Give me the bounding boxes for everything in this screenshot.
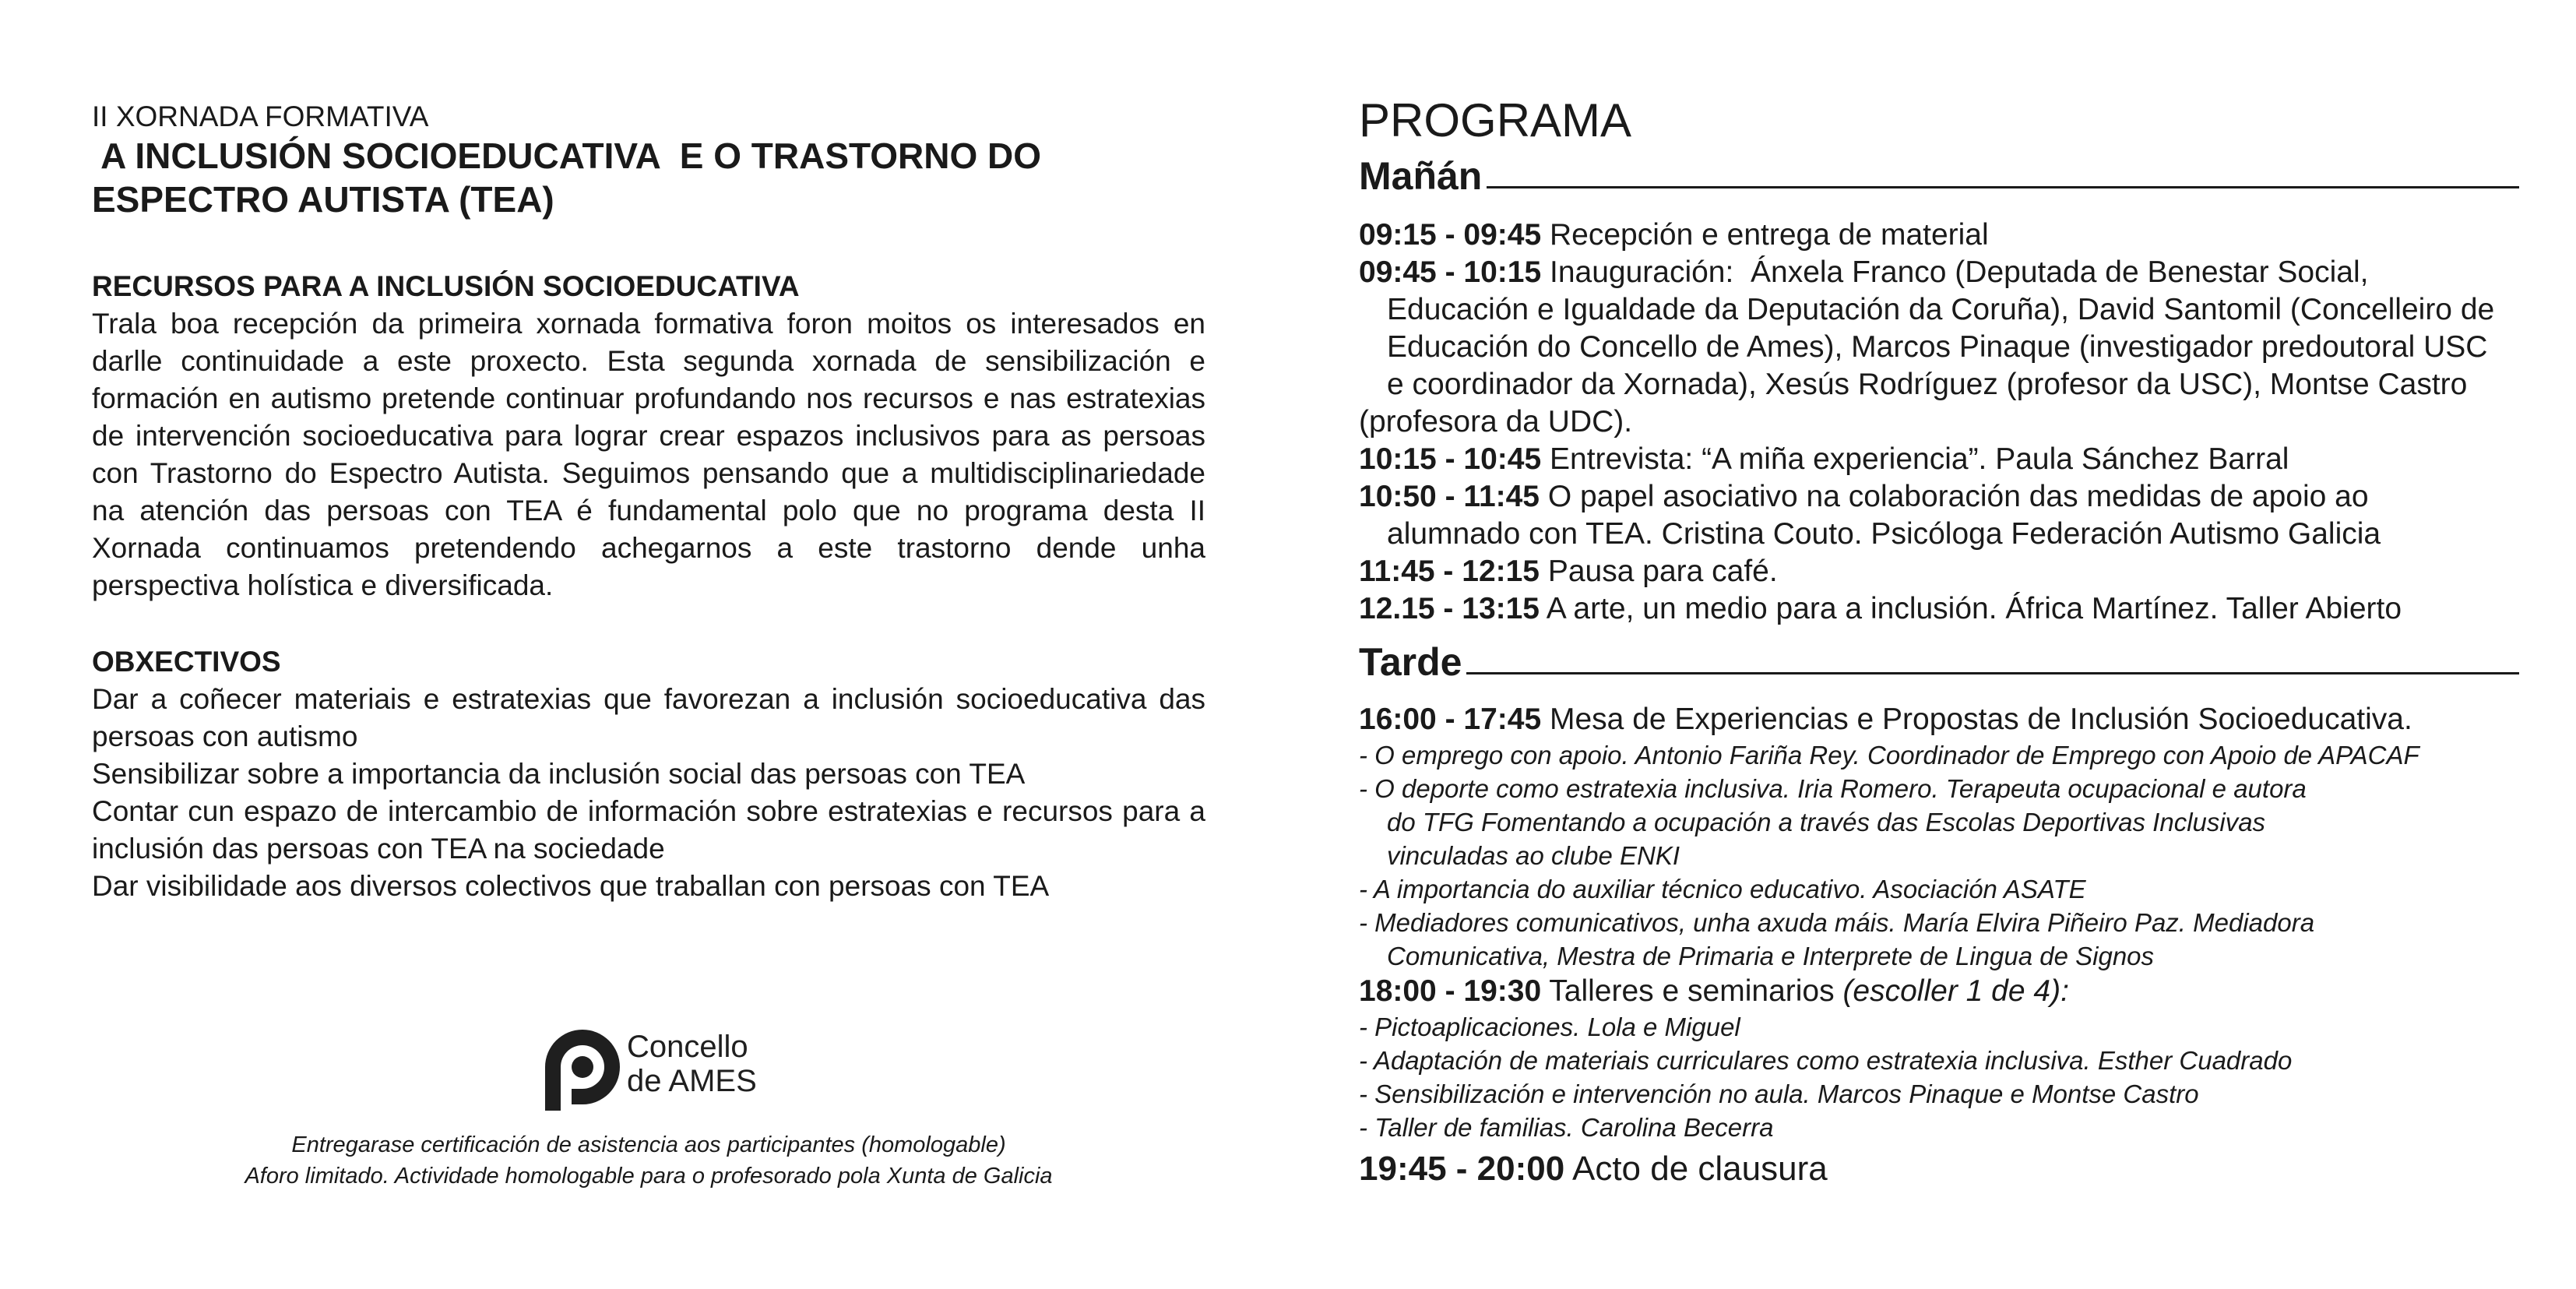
schedule-item	[1359, 590, 2519, 628]
schedule-text: Mesa de Experiencias e Propostas de Inclusión Socioeducativa.	[1541, 703, 2412, 736]
session-subitem: - Adaptación de materiais curriculares como estratexia inclusiva. Esther Cuadrado	[1359, 1046, 2293, 1075]
session-subitem: - Pictoaplicaciones. Lola e Miguel	[1359, 1013, 1740, 1041]
logo-text	[627, 1030, 757, 1098]
session-subitem: - O emprego con apoio. Antonio Fariña Rey. Coordinador de Emprego con Apoio de APACAF	[1359, 741, 2419, 770]
session-subitem: - A importancia do auxiliar técnico educativo. Asociación ASATE	[1359, 875, 2086, 903]
schedule-time: 10:15 - 10:45	[1359, 442, 1542, 476]
schedule-text: Entrevista: “A miña experiencia”. Paula Sánchez Barral	[1541, 442, 2289, 476]
footnote-certification: Entregarase certificación de asistencia aos participantes (homologable)	[291, 1132, 1006, 1157]
logo-line2: de AMES	[627, 1064, 757, 1098]
schedule-continuation: Educación e Igualdade da Deputación da Coruña), David Santomil (Concelleiro de	[1387, 293, 2495, 326]
afternoon-label: Tarde	[1359, 640, 1462, 684]
schedule-time: 18:00 - 19:30	[1359, 974, 1542, 1008]
schedule-text: A arte, un medio para a inclusión. África Martínez. Taller Abierto	[1540, 592, 2402, 625]
schedule-item	[1359, 217, 2519, 254]
event-title-line2: ESPECTRO AUTISTA (TEA)	[92, 179, 554, 220]
schedule-text: Pausa para café.	[1540, 555, 1778, 588]
schedule-note: (escoller 1 de 4):	[1842, 974, 2069, 1008]
schedule-text: O papel asociativo na colaboración das medidas de apoio ao	[1540, 480, 2369, 513]
session-subitem-continuation: Comunicativa, Mestra de Primaria e Interprete de Lingua de Signos	[1387, 942, 2155, 970]
schedule-time: 19:45 - 20:00	[1359, 1150, 1565, 1188]
session-subitem: - Taller de familias. Carolina Becerra	[1359, 1113, 1774, 1142]
schedule-item	[1359, 701, 2519, 738]
session-subitem-continuation: vinculadas ao clube ENKI	[1387, 841, 1680, 870]
schedule-item	[1359, 441, 2519, 478]
event-title	[92, 134, 1104, 221]
schedule-text: Recepción e entrega de material	[1541, 218, 1989, 252]
recursos-text: Trala boa recepción da primeira xornada formativa foron moitos os interesados en darlle continuidade a este proxecto. Esta segunda xornada de sensibilización e formación en autismo pretende continuar profundando nos recursos e nas estratexias de intervención socioeducativa para lograr crear espazos inclusivos para as persoas con Trastorno do Espectro Autista. Seguimos pensando que a multidisciplinariedade na atención das persoas con TEA é fundamental polo que no programa desta II Xornada continuamos pretendendo achegarnos a este trastorno dende unha perspectiva holística e diversificada.	[92, 308, 1205, 601]
objective-item: Sensibilizar sobre a importancia da inclusión social das persoas con TEA	[92, 758, 1026, 790]
schedule-time: 09:45 - 10:15	[1359, 255, 1542, 289]
schedule-item-closing	[1359, 1147, 2519, 1191]
schedule-text: Acto de clausura	[1564, 1150, 1828, 1188]
schedule-item	[1359, 254, 2519, 291]
intro-column	[92, 101, 1205, 905]
recursos-heading: RECURSOS PARA A INCLUSIÓN SOCIOEDUCATIVA	[92, 270, 800, 302]
schedule-time: 11:45 - 12:15	[1359, 555, 1540, 588]
schedule-item	[1359, 553, 2519, 590]
session-subitem: - O deporte como estratexia inclusiva. Iria Romero. Terapeuta ocupacional e autora	[1359, 774, 2307, 803]
schedule-continuation: Educación do Concello de Ames), Marcos Pinaque (investigador predoutoral USC	[1387, 330, 2488, 364]
objective-item: Dar visibilidade aos diversos colectivos que traballan con persoas con TEA	[92, 870, 1050, 902]
morning-band	[1359, 153, 2519, 199]
divider	[1466, 672, 2519, 674]
schedule-item	[1359, 973, 2519, 1010]
program-column	[1359, 93, 2519, 1191]
schedule-text: Inauguración: Ánxela Franco (Deputada de Benestar Social,	[1541, 255, 2369, 289]
event-kicker: II XORNADA FORMATIVA	[92, 100, 429, 132]
program-title: PROGRAMA	[1359, 94, 1632, 146]
schedule-time: 10:50 - 11:45	[1359, 480, 1540, 513]
objective-item: Dar a coñecer materiais e estratexias que favorezan a inclusión socioeducativa das persoas con autismo	[92, 683, 1205, 752]
afternoon-band	[1359, 639, 2519, 685]
event-title-line1: A INCLUSIÓN SOCIOEDUCATIVA E O TRASTORNO DO	[92, 136, 1042, 176]
obxectivos-heading: OBXECTIVOS	[92, 646, 281, 678]
morning-label: Mañán	[1359, 154, 1483, 198]
logo-line1: Concello	[627, 1030, 748, 1064]
session-subitem-continuation: do TFG Fomentando a ocupación a través das Escolas Deportivas Inclusivas	[1387, 808, 2266, 836]
divider	[1487, 186, 2519, 188]
schedule-continuation: alumnado con TEA. Cristina Couto. Psicóloga Federación Autismo Galicia	[1387, 517, 2381, 551]
footnote-capacity: Aforo limitado. Actividade homologable para o profesorado pola Xunta de Galicia	[245, 1164, 1053, 1189]
schedule-time: 16:00 - 17:45	[1359, 703, 1542, 736]
schedule-item	[1359, 478, 2519, 516]
schedule-text: Talleres e seminarios	[1541, 974, 1843, 1008]
schedule-time: 12.15 - 13:15	[1359, 592, 1540, 625]
schedule-continuation: e coordinador da Xornada), Xesús Rodríguez (profesor da USC), Montse Castro	[1387, 368, 2468, 401]
session-subitem: - Sensibilización e intervención no aula. Marcos Pinaque e Montse Castro	[1359, 1079, 2199, 1108]
schedule-continuation: (profesora da UDC).	[1359, 405, 1633, 438]
session-subitem: - Mediadores comunicativos, unha axuda máis. María Elvira Piñeiro Paz. Mediadora	[1359, 908, 2315, 937]
objective-item: Contar cun espazo de intercambio de información sobre estratexias e recursos para a inclusión das persoas con TEA na sociedade	[92, 795, 1205, 865]
schedule-time: 09:15 - 09:45	[1359, 218, 1542, 252]
